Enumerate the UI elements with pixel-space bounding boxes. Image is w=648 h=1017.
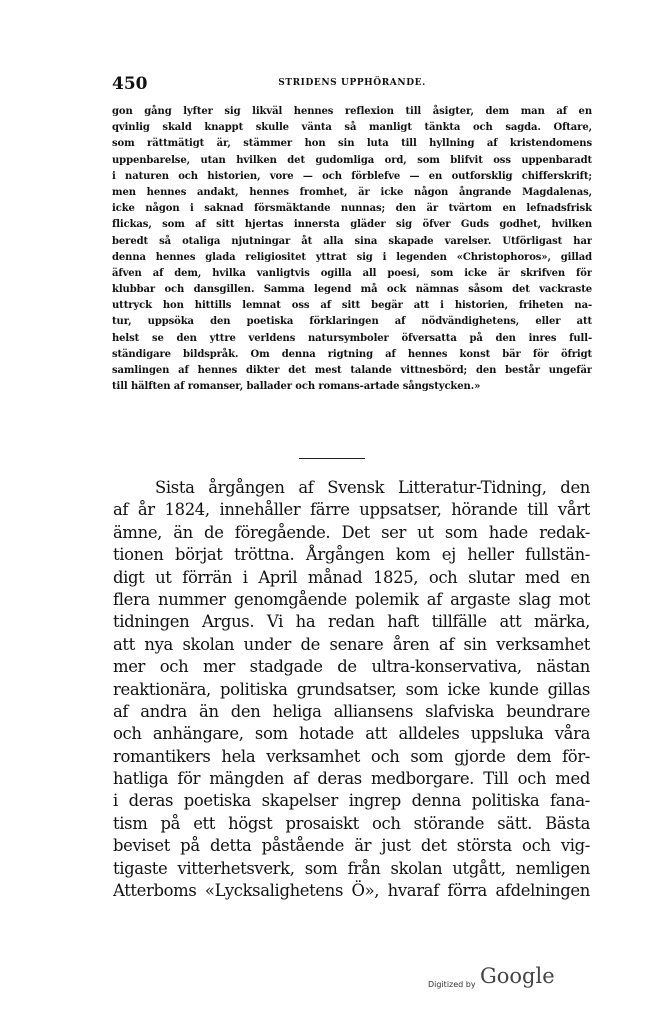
quote-line: qvinlig skald knappt skulle vänta så manligt tänkta och sagda. Oftare, (112, 122, 592, 134)
page-header (112, 74, 592, 96)
page-number: 450 (112, 74, 148, 94)
quote-line: uppenbarelse, utan hvilken det gudomliga ord, som blifvit oss uppenbaradt (112, 154, 592, 166)
body-line: Atterboms «Lycksalighetens Ö», hvaraf förra afdelningen (113, 881, 590, 901)
body-line: och anhängare, som hotade att alldeles uppsluka våra (113, 724, 590, 744)
quote-line: beredt så otaliga njutningar åt alla sina skapade varelser. Utförligast har (112, 235, 592, 247)
body-line: hatliga för mängden af deras medborgare. Till och med (113, 769, 590, 789)
quote-line: helst se den yttre verldens natursymboler öfversatta på den inres full- (112, 332, 592, 344)
digitized-by-label: Digitized by (428, 980, 476, 989)
quote-line: till hälften af romanser, ballader och romans-artade sångstycken.» (112, 381, 481, 393)
digitized-by-google-watermark (428, 964, 568, 994)
body-line: beviset på detta påstående är just det största och vig- (113, 836, 590, 856)
body-line: romantikers hela verksamhet och som gjorde dem för- (113, 746, 590, 766)
body-line: att nya skolan under de senare åren af sin verksamhet (113, 634, 590, 654)
body-line: mer och mer stadgade de ultra-konservativa, nästan (113, 657, 590, 677)
section-divider (299, 458, 365, 459)
quote-line: gon gång lyfter sig likväl hennes reflexion till åsigter, dem man af en (112, 106, 592, 117)
body-line: tidningen Argus. Vi ha redan haft tillfälle att märka, (113, 612, 590, 632)
body-line: i deras poetiska skapelser ingrep denna politiska fana- (113, 791, 590, 811)
quote-line: ständigare bildspråk. Om denna rigtning af hennes konst bär för öfrigt (112, 348, 592, 360)
quote-line: i naturen och historien, vore — och förblefve — en outforsklig chifferskrift; (112, 170, 592, 182)
body-line: reaktionära, politiska grundsatser, som icke kunde gillas (113, 679, 590, 699)
body-line: ämne, än de föregående. Det ser ut som hade redak- (113, 522, 590, 542)
google-logo: Google (480, 964, 555, 988)
quote-line: denna hennes glada religiositet yttrat sig i legenden «Christophoros», gillad (112, 251, 592, 263)
body-line: digt ut förrän i April månad 1825, och slutar med en (113, 567, 590, 587)
quote-line: icke någon i saknad försmäktande nunnas; den är tvärtom en lefnadsfrisk (112, 203, 592, 215)
body-line: tionen börjat tröttna. Årgången kom ej heller fullstän- (113, 545, 590, 565)
body-line: af år 1824, innehåller färre uppsatser, hörande till vårt (113, 500, 590, 520)
quote-line: äfven af dem, hvilka vanligtvis ogilla all poesi, som icke är skrifven för (112, 267, 592, 279)
body-line: tigaste vitterhetsverk, som från skolan utgått, nemligen (113, 858, 590, 878)
body-line: Sista årgången af Svensk Litteratur-Tidning, den (155, 478, 590, 497)
quote-line: tur, uppsöka den poetiska förklaringen af nödvändighetens, eller att (112, 316, 592, 328)
running-head: STRIDENS UPPHÖRANDE. (278, 78, 426, 88)
quote-line: samlingen af hennes dikter det mest talande vittnesbörd; den består ungefär (112, 365, 592, 376)
body-line: tism på ett högst prosaiskt och störande sätt. Bästa (113, 813, 590, 833)
quote-line: klubbar och dansgillen. Samma legend må ock nämnas såsom det vackraste (112, 284, 592, 296)
quoted-passage (112, 104, 592, 395)
body-line: af andra än den heliga alliansens slafviska beundrare (113, 701, 590, 721)
quote-line: flickas, som af sitt hjertas innersta gläder sig öfver Guds godhet, hvilken (112, 219, 592, 231)
body-line: flera nummer genomgående polemik af argaste slag mot (113, 589, 590, 609)
quote-line: men hennes andakt, hennes fromhet, är icke någon ångrande Magdalenas, (112, 186, 592, 198)
body-paragraph (113, 477, 590, 902)
quote-line: uttryck hon hittills lemnat oss af sitt begär att i historien, friheten na- (112, 300, 592, 312)
quote-line: som rättmätigt är, stämmer hon sin luta till hyllning af kristendomens (112, 138, 592, 150)
